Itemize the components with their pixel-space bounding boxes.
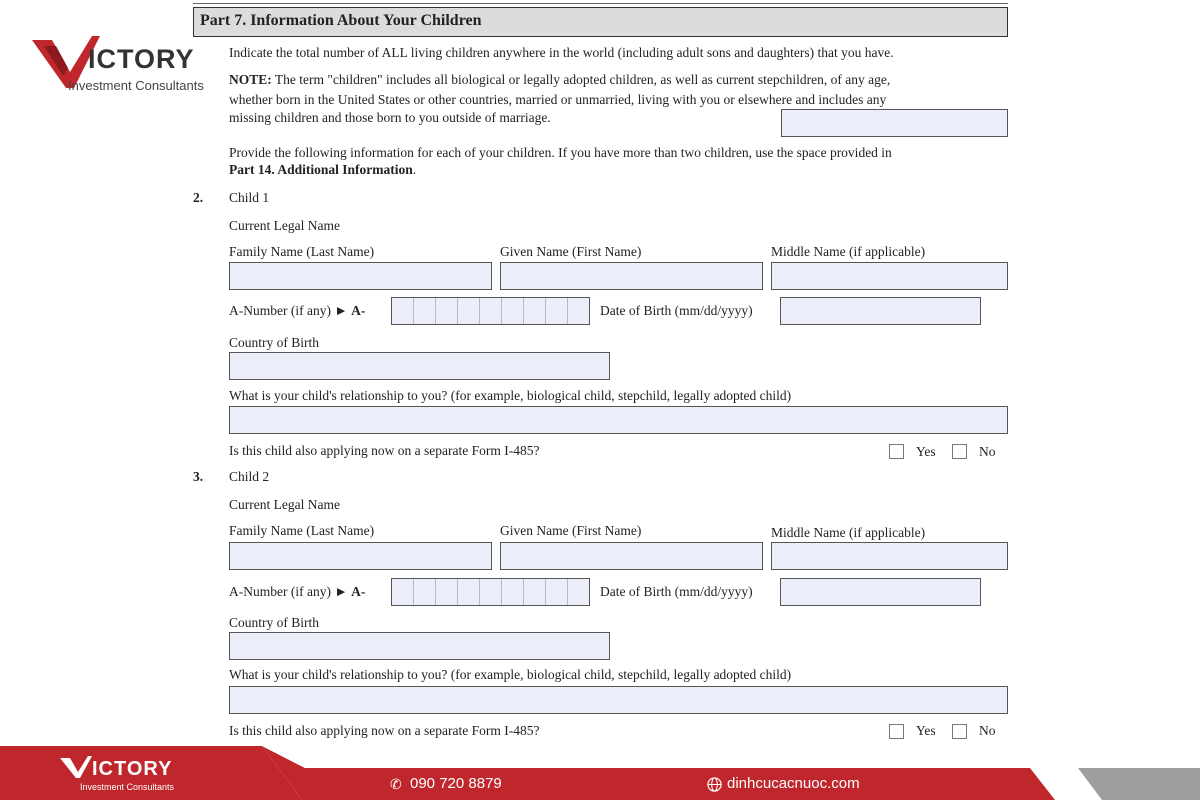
a-number-text: A-Number (if any)	[229, 584, 331, 599]
child-1-a-number-input[interactable]	[391, 297, 590, 325]
child-1-relationship-input[interactable]	[229, 406, 1008, 434]
child-2-relationship-label: What is your child's relationship to you? (for example, biological child, stepchild, legally adopted child)	[229, 667, 792, 682]
footer-banner	[0, 746, 1200, 800]
child-2-country-input[interactable]	[229, 632, 610, 660]
logo-tagline: Investment Consultants	[68, 78, 204, 93]
arrow-icon: ►	[334, 303, 348, 318]
child-1-applying-label: Is this child also applying now on a separate Form I-485?	[229, 443, 540, 458]
footer-background	[0, 746, 1200, 800]
child-2-family-name-label: Family Name (Last Name)	[229, 523, 375, 538]
child-1-yes-checkbox[interactable]	[889, 444, 904, 459]
child-2-no-label: No	[979, 723, 996, 738]
child-1-country-label: Country of Birth	[229, 335, 319, 350]
footer-website[interactable]: dinhcucacnuoc.com	[727, 775, 860, 792]
child-1-number: 2.	[193, 190, 204, 205]
child-1-yes-label: Yes	[916, 444, 936, 459]
provide-period: .	[412, 162, 417, 177]
child-2-applying-label: Is this child also applying now on a separate Form I-485?	[229, 723, 540, 738]
child-1-family-name-label: Family Name (Last Name)	[229, 244, 375, 259]
child-2-given-name-input[interactable]	[500, 542, 763, 570]
footer-logo-tagline: Investment Consultants	[80, 782, 175, 792]
child-1-family-name-input[interactable]	[229, 262, 492, 290]
child-1-legal-name-label: Current Legal Name	[229, 218, 340, 233]
footer-logo-name: ICTORY	[92, 758, 173, 780]
child-1-country-input[interactable]	[229, 352, 610, 380]
child-2-title: Child 2	[229, 469, 270, 484]
child-2-dob-label: Date of Birth (mm/dd/yyyy)	[600, 584, 753, 599]
child-2-dob-input[interactable]	[780, 578, 981, 606]
note-line-1	[229, 72, 890, 88]
child-2-middle-name-label: Middle Name (if applicable)	[771, 525, 926, 540]
child-1-no-checkbox[interactable]	[952, 444, 967, 459]
footer-phone[interactable]: 090 720 8879	[410, 775, 502, 792]
child-2-family-name-input[interactable]	[229, 542, 492, 570]
child-1-given-name-input[interactable]	[500, 262, 763, 290]
child-2-country-label: Country of Birth	[229, 615, 319, 630]
child-2-middle-name-input[interactable]	[771, 542, 1008, 570]
child-2-legal-name-label: Current Legal Name	[229, 497, 340, 512]
provide-line-2	[229, 162, 416, 178]
child-2-number: 3.	[193, 469, 204, 484]
child-1-middle-name-label: Middle Name (if applicable)	[771, 244, 926, 259]
globe-icon	[707, 777, 722, 792]
note-text-1: The term "children" includes all biological or legally adopted children, as well as current stepchildren, of any age,	[274, 72, 891, 87]
child-1-given-name-label: Given Name (First Name)	[500, 244, 642, 259]
part-title: Part 7. Information About Your Children	[193, 7, 1008, 37]
note-label: NOTE:	[229, 72, 272, 87]
child-1-relationship-label: What is your child's relationship to you? (for example, biological child, stepchild, legally adopted child)	[229, 388, 792, 403]
a-prefix: A-	[351, 584, 366, 599]
a-number-text: A-Number (if any)	[229, 303, 331, 318]
additional-info-ref: Part 14. Additional Information	[229, 162, 413, 177]
provide-line-1: Provide the following information for each of your children. If you have more than two children, use the space provided in	[229, 145, 892, 160]
a-prefix: A-	[351, 303, 366, 318]
child-1-middle-name-input[interactable]	[771, 262, 1008, 290]
logo-name: ICTORY	[88, 44, 195, 74]
arrow-icon: ►	[334, 584, 348, 599]
child-2-yes-label: Yes	[916, 723, 936, 738]
form-top-border	[193, 0, 1008, 4]
child-2-a-number-input[interactable]	[391, 578, 590, 606]
child-2-yes-checkbox[interactable]	[889, 724, 904, 739]
footer-logo-mark	[60, 756, 96, 778]
child-1-dob-label: Date of Birth (mm/dd/yyyy)	[600, 303, 753, 318]
note-line-3: missing children and those born to you outside of marriage.	[229, 110, 551, 125]
child-2-relationship-input[interactable]	[229, 686, 1008, 714]
child-2-no-checkbox[interactable]	[952, 724, 967, 739]
child-1-a-number-label	[229, 303, 365, 319]
phone-icon: ✆	[390, 776, 402, 792]
total-children-input[interactable]	[781, 109, 1008, 137]
child-1-no-label: No	[979, 444, 996, 459]
child-1-title: Child 1	[229, 190, 270, 205]
question-total-children: Indicate the total number of ALL living children anywhere in the world (including adult sons and daughters) that you have.	[229, 45, 894, 60]
note-line-2: whether born in the United States or other countries, married or unmarried, living with you or elsewhere and includes any	[229, 92, 887, 107]
child-2-a-number-label	[229, 584, 365, 600]
child-1-dob-input[interactable]	[780, 297, 981, 325]
child-2-given-name-label: Given Name (First Name)	[500, 523, 642, 538]
